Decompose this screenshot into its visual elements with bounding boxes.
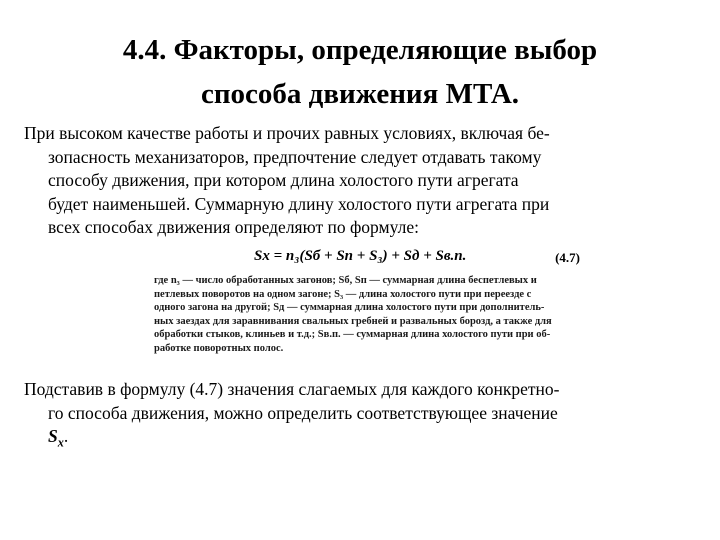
formula-legend [154,274,586,356]
conclusion-line-3 [24,425,696,455]
conclusion-line-1: Подставив в формулу (4.7) значения слагаемых для каждого конкретно- [24,379,560,399]
legend-line-1: где n₃ — число обработанных загонов; Sб, Sп — суммарная длина беспетлевых и [154,275,537,286]
formula-row [154,246,586,272]
slide-title-line-1: 4.4. Факторы, определяющие выбор [122,34,598,66]
sx-base: S [48,426,58,446]
legend-line-2: петлевых поворотов на одном загоне; S₃ — длина холостого пути при переезде с [154,288,532,300]
sentence-end: . [63,426,69,446]
legend-line-4: ных заездах для заравнивания свальных гребней и развальных борозд, а также для [154,315,552,327]
legend-line-3: одного загона на другой; Sд — суммарная длина холостого пути при дополнитель- [154,302,545,314]
intro-paragraph [24,122,696,240]
sx-symbol [48,426,64,450]
formula-number: (4.7) [555,250,580,265]
intro-line-5: всех способах движения определяют по формуле: [48,217,419,237]
intro-line-1: При высоком качестве работы и прочих равных условиях, включая бе- [24,123,550,143]
intro-line-4: будет наименьшей. Суммарную длину холостого пути агрегата при [48,193,550,214]
sx-subscript: x [57,435,64,450]
formula-expression: Sх = n₃(Sб + Sп + S₃) + Sд + Sв.п. [254,248,467,264]
slide-title-line-2: способа движения МТА. [200,78,520,110]
intro-line-3: способу движения, при котором длина холостого пути агрегата [48,170,519,190]
legend-line-5: обработки стыков, клиньев и т.д.; Sв.п. — суммарная длина холостого пути при об- [154,329,551,341]
slide-title [40,28,680,116]
formula-image [154,246,586,356]
conclusion-line-2: го способа движения, можно определить соответствующее значение [48,402,558,423]
intro-line-2: зопасность механизаторов, предпочтение следует отдавать такому [48,146,542,167]
conclusion-paragraph [24,378,696,455]
legend-line-6: работке поворотных полос. [154,342,284,354]
